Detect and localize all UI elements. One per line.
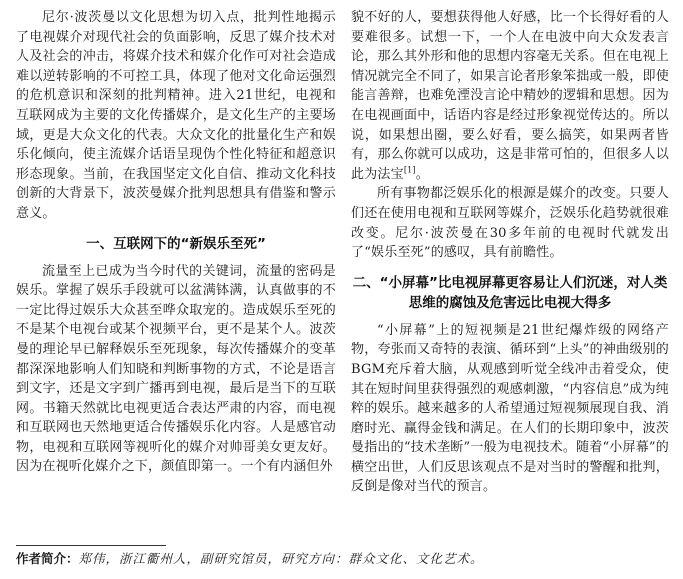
section-2-heading: 二、“小屏幕”比电视屏幕更容易让人们沉迷，对人类思维的腐蚀及危害远比电视大得多	[352, 274, 668, 311]
author-bio	[16, 549, 676, 569]
root-cause-paragraph: 所有事物都泛娱乐化的根源是媒介的改变。只要人们还在使用电视和互联网等媒介，泛娱乐化趋势就很难改变。尼尔·波茨曼在30多年前的电视时代就发出了“娱乐至死”的感叹，具有前瞻性。	[351, 186, 669, 261]
left-column	[16, 8, 336, 477]
citation-marker: [1]	[403, 165, 416, 175]
author-bio-label: 作者简介：	[16, 551, 79, 566]
footnote-divider	[16, 545, 166, 546]
paragraph-end-punct: 。	[415, 166, 429, 182]
section-1-heading: 一、互联网下的“新娱乐至死”	[86, 235, 266, 252]
section-1-paragraph: 流量至上已成为当今时代的关键词，流量的密码是娱乐。掌握了娱乐手段就可以盆满钵满，认真做事的不一定比得过娱乐大众甚至哗众取宠的。造成娱乐至死的不是某个电视台或某个视频平台，更不是某个人。波茨曼的理论早已解释娱乐至死现象，每次传播媒介的变革都深深地影响人们知晓和判断事物的方式，不论是语言到文字，还是文字到广播再到电视，最后是当下的互联网。书籍天然就比电视更适合表达严肃的内容，而电视和互联网也天然地更适合传播娱乐化内容。人是感官动物，电视和互联网等视听化的媒介对帅哥美女更友好。因为在视听化媒介之下，颜值即第一。一个有内涵但外	[16, 263, 336, 475]
paragraph-continued-text: 貌不好的人，要想获得他人好感，比一个长得好看的人要难很多。试想一下，一个人在电波中向大众发表言论，那么其外形和他的思想内容毫无关系。但在电视上情况就完全不同了，如果言论者形象笨拙或一般，即使能言善辩，也难免湮没言论中精妙的逻辑和思想。因为在电视画面中，话语内容是经过形象视觉传达的。所以说，如果想出圈，要么好看，要么搞笑，如果两者皆有，那么你就可以成功，这是非常可怕的，但很多人以此为法宝	[351, 10, 669, 182]
section-2-paragraph: “小屏幕”上的短视频是21世纪爆炸级的网络产物，夸张而又奇特的表演、循环到“上头”的神曲级别的BGM充斥着大脑，从观感到听觉全线冲击着受众，使其在短时间里获得强烈的观感刺激，“内容信息”成为纯粹的娱乐。越来越多的人希望通过短视频展现自我、消磨时光、赢得金钱和满足。在人们的长期印象中，波茨曼指出的“技术垄断”一般为电视技术。随着“小屏幕”的横空出世，人们反思该观点不是对当时的警醒和批判，反倒是像对当代的预言。	[351, 322, 669, 495]
right-column	[351, 8, 669, 497]
intro-paragraph: 尼尔·波茨曼以文化思想为切入点，批判性地揭示了电视媒介对现代社会的负面影响，反思了媒介技术对人及社会的冲击，将媒介技术和媒介化作可对社会造成难以逆转影响的不可控工具，体现了他对文化命运强烈的危机意识和深刻的批判精神。进入21世纪，电视和互联网成为主要的文化传播媒介，是文化生产的主要场域，更是大众文化的代表。大众文化的批量化生产和娱乐化倾向，使主流媒介话语呈现伪个性化特征和超意识形态现象。当前，在我国坚定文化自信、推动文化科技创新的大背景下，波茨曼媒介批判思想具有借鉴和警示意义。	[16, 10, 336, 221]
author-bio-text: 郑伟，浙江衢州人，副研究馆员，研究方向：群众文化、文化艺术。	[78, 551, 484, 566]
section-1-paragraph-continued	[351, 8, 669, 184]
